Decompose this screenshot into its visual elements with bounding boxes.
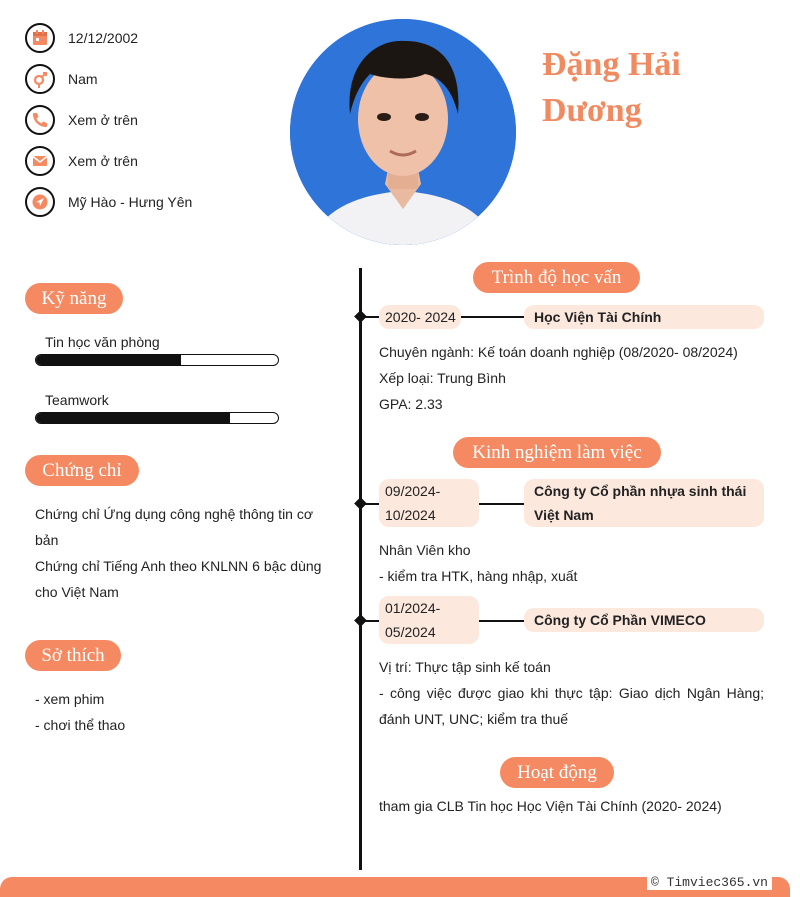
job-detail: - kiểm tra HTK, hàng nhập, xuất	[379, 568, 578, 584]
job-date-start: 09/2024-	[385, 483, 441, 499]
avatar	[290, 19, 516, 245]
calendar-icon	[25, 23, 55, 53]
job-detail: Vị trí: Thực tập sinh kế toán	[379, 659, 551, 675]
education-detail: Chuyên ngành: Kế toán doanh nghiệp (08/2020- 08/2024)	[379, 344, 738, 360]
gender-icon	[25, 64, 55, 94]
job-date	[379, 596, 479, 644]
location-icon	[25, 187, 55, 217]
email-text: Xem ở trên	[68, 153, 138, 169]
contact-phone	[25, 104, 138, 136]
portrait-photo	[290, 19, 516, 245]
job-company-line: Công ty Cổ phần nhựa sinh thái	[534, 483, 747, 499]
education-heading: Trình độ học vấn	[473, 262, 640, 293]
job-date-end: 05/2024	[385, 624, 436, 640]
timeline-line	[359, 268, 362, 870]
education-detail: Xếp loại: Trung Bình	[379, 370, 506, 386]
skill-progress-fill	[36, 413, 230, 423]
skill-label: Teamwork	[45, 392, 109, 408]
phone-icon	[25, 105, 55, 135]
education-school: Học Viện Tài Chính	[524, 305, 764, 329]
address-text: Mỹ Hào - Hưng Yên	[68, 194, 193, 210]
job-detail: Nhân Viên kho	[379, 542, 471, 558]
hobbies-heading: Sở thích	[25, 640, 121, 671]
contact-birthday	[25, 22, 138, 54]
gender-text: Nam	[68, 71, 98, 87]
job-date-end: 10/2024	[385, 507, 436, 523]
job-company-line: Việt Nam	[534, 507, 594, 523]
job-detail: - công việc được giao khi thực tập: Giao dịch Ngân Hàng; đánh UNT, UNC; kiểm tra thuế	[379, 685, 764, 727]
footer-brand[interactable]: © Timviec365.vn	[647, 875, 772, 890]
email-icon	[25, 146, 55, 176]
certificate-item: Chứng chỉ Tiếng Anh theo KNLNN 6 bậc dùng cho Việt Nam	[35, 558, 322, 600]
hobby-item: - chơi thể thao	[35, 717, 126, 733]
job-date-start: 01/2024-	[385, 600, 441, 616]
candidate-name: Đặng Hải Dương	[542, 46, 681, 129]
education-detail: GPA: 2.33	[379, 396, 443, 412]
job-date	[379, 479, 479, 527]
contact-address	[25, 186, 192, 218]
skill-progress-bar	[35, 354, 279, 366]
job-company: Công ty Cổ Phần VIMECO	[524, 608, 764, 632]
contact-email	[25, 145, 138, 177]
contact-gender	[25, 63, 98, 95]
birthday-text: 12/12/2002	[68, 30, 139, 46]
hobby-item: - xem phim	[35, 691, 105, 707]
activity-item: tham gia CLB Tin học Học Viện Tài Chính (2020- 2024)	[379, 798, 722, 814]
skill-progress-fill	[36, 355, 181, 365]
skill-label: Tin học văn phòng	[45, 334, 160, 350]
certificate-item: Chứng chỉ Ứng dụng công nghệ thông tin cơ bản	[35, 506, 314, 548]
skills-heading: Kỹ năng	[25, 283, 123, 314]
skill-progress-bar	[35, 412, 279, 424]
experience-heading: Kinh nghiệm làm việc	[453, 437, 661, 468]
activities-heading: Hoạt động	[500, 757, 614, 788]
certificates-heading: Chứng chỉ	[25, 455, 139, 486]
phone-text: Xem ở trên	[68, 112, 138, 128]
education-date: 2020- 2024	[379, 305, 461, 329]
job-company	[524, 479, 764, 527]
